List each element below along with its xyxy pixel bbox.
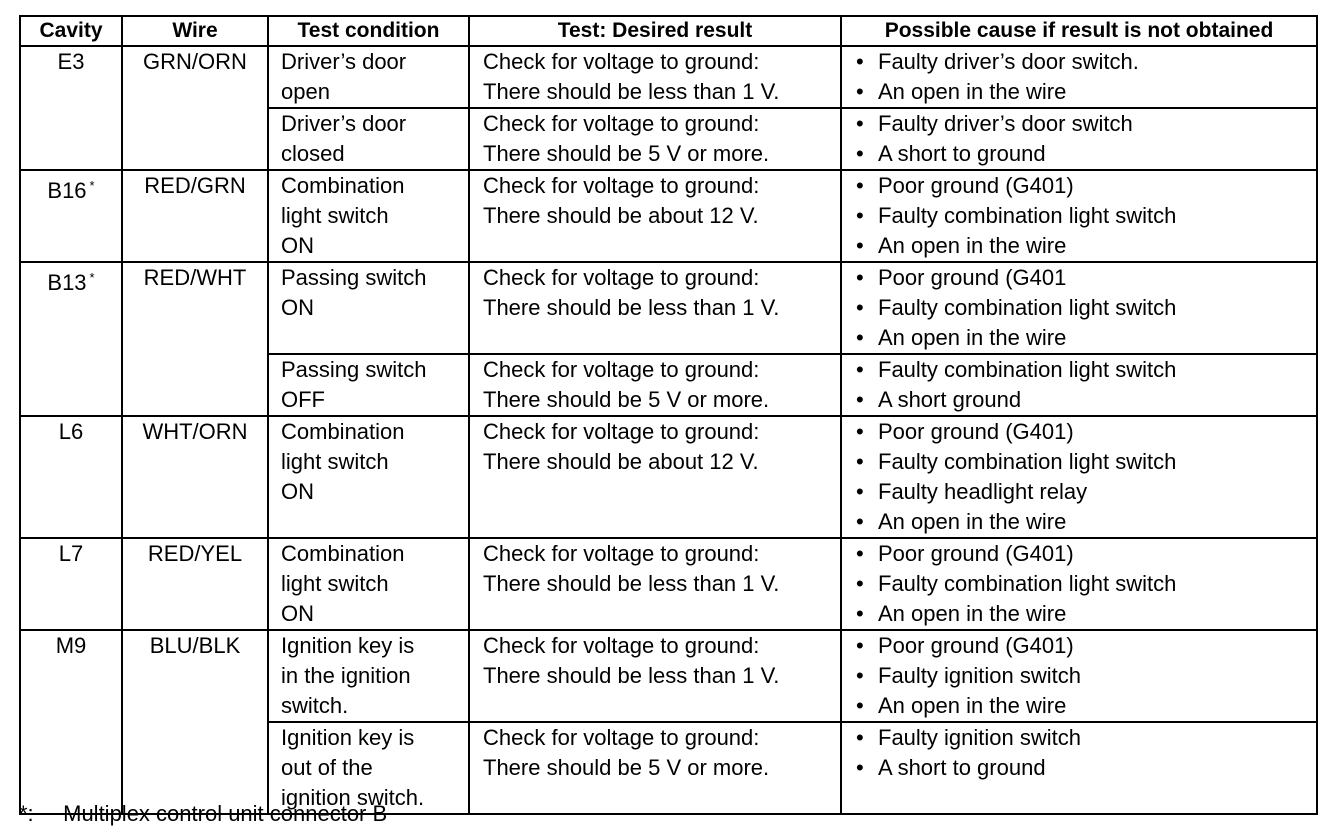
table-row	[20, 262, 1317, 354]
result-line: There should be 5 V or more.	[483, 755, 770, 780]
condition-line: Ignition key is	[281, 725, 415, 750]
cause-item	[856, 447, 1316, 477]
test-condition-cell	[268, 538, 469, 630]
condition-line: ON	[281, 601, 314, 626]
cavity-value: L7	[58, 541, 84, 566]
bullet-icon: •	[856, 633, 864, 658]
footnote	[19, 800, 387, 828]
cavity-cell	[20, 170, 122, 262]
header-desired-result: Test: Desired result	[469, 16, 841, 46]
cause-text: An open in the wire	[878, 601, 1067, 626]
cause-item	[856, 599, 1316, 629]
cause-text: Faulty combination light switch	[878, 357, 1177, 382]
result-line: Check for voltage to ground:	[483, 541, 760, 566]
table-row	[20, 538, 1317, 630]
header-cavity: Cavity	[20, 16, 122, 46]
bullet-icon: •	[856, 601, 864, 626]
cause-text: Faulty ignition switch	[878, 663, 1081, 688]
cavity-footnote-mark: *	[89, 178, 95, 193]
cause-item	[856, 661, 1316, 691]
cause-item	[856, 263, 1316, 293]
condition-line: ignition switch.	[281, 785, 425, 810]
diagnostic-table	[19, 15, 1318, 815]
condition-line: Passing switch	[281, 265, 427, 290]
condition-line: Combination	[281, 173, 405, 198]
bullet-icon: •	[856, 449, 864, 474]
table-row	[20, 630, 1317, 722]
cause-text: A short ground	[878, 387, 1022, 412]
cause-text: An open in the wire	[878, 325, 1067, 350]
cause-item	[856, 139, 1316, 169]
test-condition-cell	[268, 354, 469, 416]
cause-item	[856, 201, 1316, 231]
cause-item	[856, 691, 1316, 721]
cause-item	[856, 569, 1316, 599]
cause-text: Faulty combination light switch	[878, 295, 1177, 320]
cavity-cell	[20, 262, 122, 416]
wire-value: RED/WHT	[143, 265, 247, 290]
result-line: Check for voltage to ground:	[483, 173, 760, 198]
cause-text: An open in the wire	[878, 693, 1067, 718]
cause-item	[856, 231, 1316, 261]
bullet-icon: •	[856, 111, 864, 136]
cause-item	[856, 477, 1316, 507]
test-condition-cell	[268, 46, 469, 108]
header-possible-cause: Possible cause if result is not obtained	[841, 16, 1317, 46]
test-condition-cell	[268, 416, 469, 538]
bullet-icon: •	[856, 203, 864, 228]
cause-text: Poor ground (G401)	[878, 173, 1074, 198]
cause-text: Faulty driver’s door switch	[878, 111, 1133, 136]
cause-item	[856, 631, 1316, 661]
wire-cell	[122, 538, 268, 630]
desired-result-cell	[469, 170, 841, 262]
header-wire: Wire	[122, 16, 268, 46]
bullet-icon: •	[856, 141, 864, 166]
bullet-icon: •	[856, 663, 864, 688]
cause-item	[856, 539, 1316, 569]
test-condition-cell	[268, 630, 469, 722]
desired-result-cell	[469, 262, 841, 354]
wire-value: RED/GRN	[144, 173, 246, 198]
condition-line: Passing switch	[281, 357, 427, 382]
cause-text: Faulty ignition switch	[878, 725, 1081, 750]
condition-line: Ignition key is	[281, 633, 415, 658]
cause-text: An open in the wire	[878, 233, 1067, 258]
cavity-value: E3	[57, 49, 85, 74]
cause-text: Poor ground (G401	[878, 265, 1067, 290]
cause-text: Poor ground (G401)	[878, 419, 1074, 444]
condition-line: in the ignition	[281, 663, 411, 688]
condition-line: light switch	[281, 449, 389, 474]
cavity-value: B16	[47, 178, 87, 203]
condition-line: light switch	[281, 571, 389, 596]
cause-item	[856, 109, 1316, 139]
bullet-icon: •	[856, 49, 864, 74]
desired-result-cell	[469, 416, 841, 538]
possible-cause-cell	[841, 538, 1317, 630]
cause-item	[856, 385, 1316, 415]
result-line: Check for voltage to ground:	[483, 633, 760, 658]
result-line: Check for voltage to ground:	[483, 725, 760, 750]
desired-result-cell	[469, 108, 841, 170]
result-line: There should be less than 1 V.	[483, 663, 780, 688]
cause-text: An open in the wire	[878, 509, 1067, 534]
footnote-text: Multiplex control unit connector B	[63, 801, 388, 826]
desired-result-cell	[469, 354, 841, 416]
result-line: There should be about 12 V.	[483, 203, 759, 228]
wire-cell	[122, 46, 268, 170]
bullet-icon: •	[856, 325, 864, 350]
cause-item	[856, 77, 1316, 107]
test-condition-cell	[268, 170, 469, 262]
cause-item	[856, 47, 1316, 77]
bullet-icon: •	[856, 479, 864, 504]
result-line: Check for voltage to ground:	[483, 111, 760, 136]
bullet-icon: •	[856, 693, 864, 718]
wire-cell	[122, 170, 268, 262]
bullet-icon: •	[856, 755, 864, 780]
desired-result-cell	[469, 630, 841, 722]
cavity-cell	[20, 46, 122, 170]
cause-item	[856, 723, 1316, 753]
header-test-condition: Test condition	[268, 16, 469, 46]
cause-text: Faulty combination light switch	[878, 203, 1177, 228]
desired-result-cell	[469, 722, 841, 814]
wire-cell	[122, 416, 268, 538]
cavity-cell	[20, 416, 122, 538]
wire-cell	[122, 630, 268, 814]
possible-cause-cell	[841, 630, 1317, 722]
result-line: There should be less than 1 V.	[483, 295, 780, 320]
test-condition-cell	[268, 262, 469, 354]
cause-text: Poor ground (G401)	[878, 633, 1074, 658]
cause-text: A short to ground	[878, 141, 1046, 166]
table-header-row	[20, 16, 1317, 46]
wire-value: RED/YEL	[147, 541, 243, 566]
bullet-icon: •	[856, 387, 864, 412]
table-row	[20, 416, 1317, 538]
condition-line: out of the	[281, 755, 373, 780]
condition-line: light switch	[281, 203, 389, 228]
possible-cause-cell	[841, 262, 1317, 354]
condition-line: ON	[281, 233, 314, 258]
bullet-icon: •	[856, 725, 864, 750]
cause-text: Poor ground (G401)	[878, 541, 1074, 566]
cause-item	[856, 417, 1316, 447]
result-line: There should be about 12 V.	[483, 449, 759, 474]
result-line: There should be 5 V or more.	[483, 387, 770, 412]
wire-value: GRN/ORN	[143, 49, 247, 74]
cause-text: Faulty combination light switch	[878, 571, 1177, 596]
bullet-icon: •	[856, 357, 864, 382]
cause-item	[856, 355, 1316, 385]
condition-line: Combination	[281, 541, 405, 566]
cause-text: An open in the wire	[878, 79, 1067, 104]
condition-line: Driver’s door	[281, 111, 407, 136]
possible-cause-cell	[841, 354, 1317, 416]
bullet-icon: •	[856, 265, 864, 290]
cavity-value: B13	[47, 270, 87, 295]
cause-item	[856, 171, 1316, 201]
bullet-icon: •	[856, 509, 864, 534]
condition-line: switch.	[281, 693, 349, 718]
cavity-value: L6	[58, 419, 84, 444]
bullet-icon: •	[856, 571, 864, 596]
cavity-cell	[20, 538, 122, 630]
possible-cause-cell	[841, 722, 1317, 814]
cavity-cell	[20, 630, 122, 814]
condition-line: ON	[281, 479, 314, 504]
wire-value: BLU/BLK	[149, 633, 241, 658]
footnote-mark: *:	[19, 801, 34, 826]
cavity-value: M9	[55, 633, 87, 658]
condition-line: Driver’s door	[281, 49, 407, 74]
cause-item	[856, 753, 1316, 783]
cause-item	[856, 293, 1316, 323]
bullet-icon: •	[856, 419, 864, 444]
result-line: Check for voltage to ground:	[483, 265, 760, 290]
possible-cause-cell	[841, 108, 1317, 170]
desired-result-cell	[469, 538, 841, 630]
cavity-footnote-mark: *	[89, 270, 95, 285]
result-line: Check for voltage to ground:	[483, 49, 760, 74]
cause-text: Faulty combination light switch	[878, 449, 1177, 474]
test-condition-cell	[268, 108, 469, 170]
bullet-icon: •	[856, 233, 864, 258]
table-body	[20, 46, 1317, 814]
possible-cause-cell	[841, 416, 1317, 538]
cause-text: Faulty driver’s door switch.	[878, 49, 1139, 74]
possible-cause-cell	[841, 46, 1317, 108]
result-line: There should be less than 1 V.	[483, 571, 780, 596]
condition-line: closed	[281, 141, 345, 166]
wire-cell	[122, 262, 268, 416]
wire-value: WHT/ORN	[142, 419, 248, 444]
desired-result-cell	[469, 46, 841, 108]
condition-line: ON	[281, 295, 314, 320]
result-line: There should be less than 1 V.	[483, 79, 780, 104]
result-line: There should be 5 V or more.	[483, 141, 770, 166]
bullet-icon: •	[856, 79, 864, 104]
condition-line: open	[281, 79, 330, 104]
cause-text: Faulty headlight relay	[878, 479, 1088, 504]
condition-line: Combination	[281, 419, 405, 444]
cause-text: A short to ground	[878, 755, 1046, 780]
bullet-icon: •	[856, 173, 864, 198]
bullet-icon: •	[856, 295, 864, 320]
result-line: Check for voltage to ground:	[483, 357, 760, 382]
table-row	[20, 46, 1317, 108]
condition-line: OFF	[281, 387, 325, 412]
cause-item	[856, 323, 1316, 353]
cause-item	[856, 507, 1316, 537]
table-row	[20, 170, 1317, 262]
bullet-icon: •	[856, 541, 864, 566]
result-line: Check for voltage to ground:	[483, 419, 760, 444]
possible-cause-cell	[841, 170, 1317, 262]
